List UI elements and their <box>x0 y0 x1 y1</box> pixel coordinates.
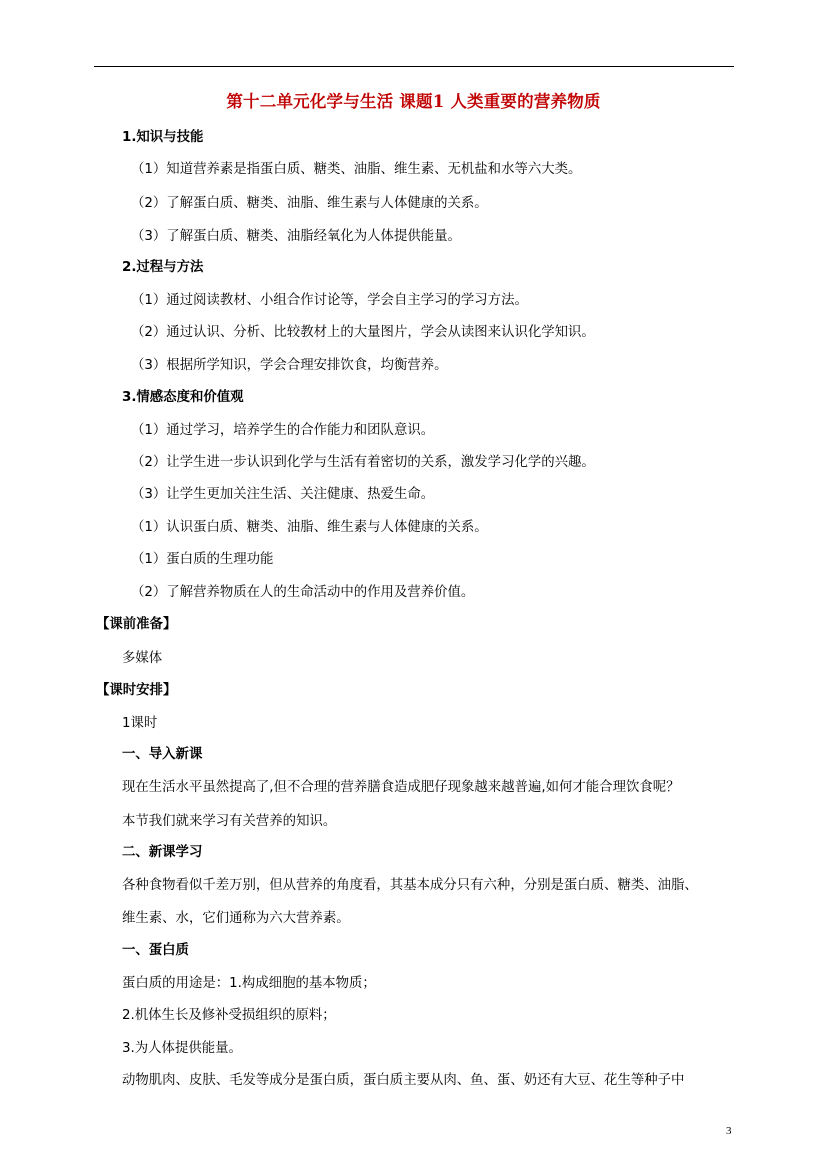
schedule-text: 1课时 <box>122 716 158 731</box>
list-item: （2）让学生进一步认识到化学与生活有着密切的关系，激发学习化学的兴趣。 <box>131 455 595 470</box>
new-lesson-heading: 二、新课学习 <box>122 845 203 860</box>
schedule-heading: 【课时安排】 <box>96 683 177 698</box>
list-item: （3）让学生更加关注生活、关注健康、热爱生命。 <box>131 487 435 502</box>
protein-paragraph-line: 蛋白质的用途是：1.构成细胞的基本物质； <box>122 976 376 991</box>
prep-text: 多媒体 <box>122 651 163 666</box>
intro-paragraph-line: 现在生活水平虽然提高了,但不合理的营养膳食造成肥仔现象越来越普遍,如何才能合理饮食呢？ <box>122 780 680 795</box>
section-heading-attitude: 3.情感态度和价值观 <box>122 390 244 405</box>
protein-paragraph-line: 2.机体生长及修补受损组织的原料； <box>122 1008 336 1023</box>
list-item: （1）知道营养素是指蛋白质、糖类、油脂、维生素、无机盐和水等六大类。 <box>131 162 582 177</box>
list-item: （1）通过阅读教材、小组合作讨论等，学会自主学习的学习方法。 <box>131 293 528 308</box>
list-item: （2）了解营养物质在人的生命活动中的作用及营养价值。 <box>131 585 475 600</box>
prep-heading: 【课前准备】 <box>96 617 177 632</box>
intro-paragraph-line: 本节我们就来学习有关营养的知识。 <box>122 814 337 829</box>
new-lesson-paragraph-line: 维生素、水，它们通称为六大营养素。 <box>122 911 350 926</box>
list-item: （2）通过认识、分析、比较教材上的大量图片，学会从读图来认识化学知识。 <box>131 325 595 340</box>
header-rule <box>94 66 734 67</box>
list-item: （1）通过学习，培养学生的合作能力和团队意识。 <box>131 423 435 438</box>
document-title: 第十二单元化学与生活 课题1 人类重要的营养物质 <box>226 92 601 111</box>
new-lesson-paragraph-line: 各种食物看似千差万别，但从营养的角度看，其基本成分只有六种，分别是蛋白质、糖类、油脂、 <box>122 878 698 893</box>
list-item: （1）蛋白质的生理功能 <box>131 552 274 567</box>
section-heading-process: 2.过程与方法 <box>122 260 204 275</box>
page-number: 3 <box>726 1125 732 1137</box>
protein-paragraph-line: 动物肌肉、皮肤、毛发等成分是蛋白质，蛋白质主要从肉、鱼、蛋、奶还有大豆、花生等种子中 <box>122 1073 685 1088</box>
intro-heading: 一、导入新课 <box>122 747 203 762</box>
list-item: （3）根据所学知识，学会合理安排饮食，均衡营养。 <box>131 358 448 373</box>
protein-heading: 一、蛋白质 <box>122 943 189 958</box>
section-heading-knowledge: 1.知识与技能 <box>122 130 204 145</box>
list-item: （1）认识蛋白质、糖类、油脂、维生素与人体健康的关系。 <box>131 520 488 535</box>
list-item: （3）了解蛋白质、糖类、油脂经氧化为人体提供能量。 <box>131 229 461 244</box>
protein-paragraph-line: 3.为人体提供能量。 <box>122 1041 242 1056</box>
list-item: （2）了解蛋白质、糖类、油脂、维生素与人体健康的关系。 <box>131 196 488 211</box>
